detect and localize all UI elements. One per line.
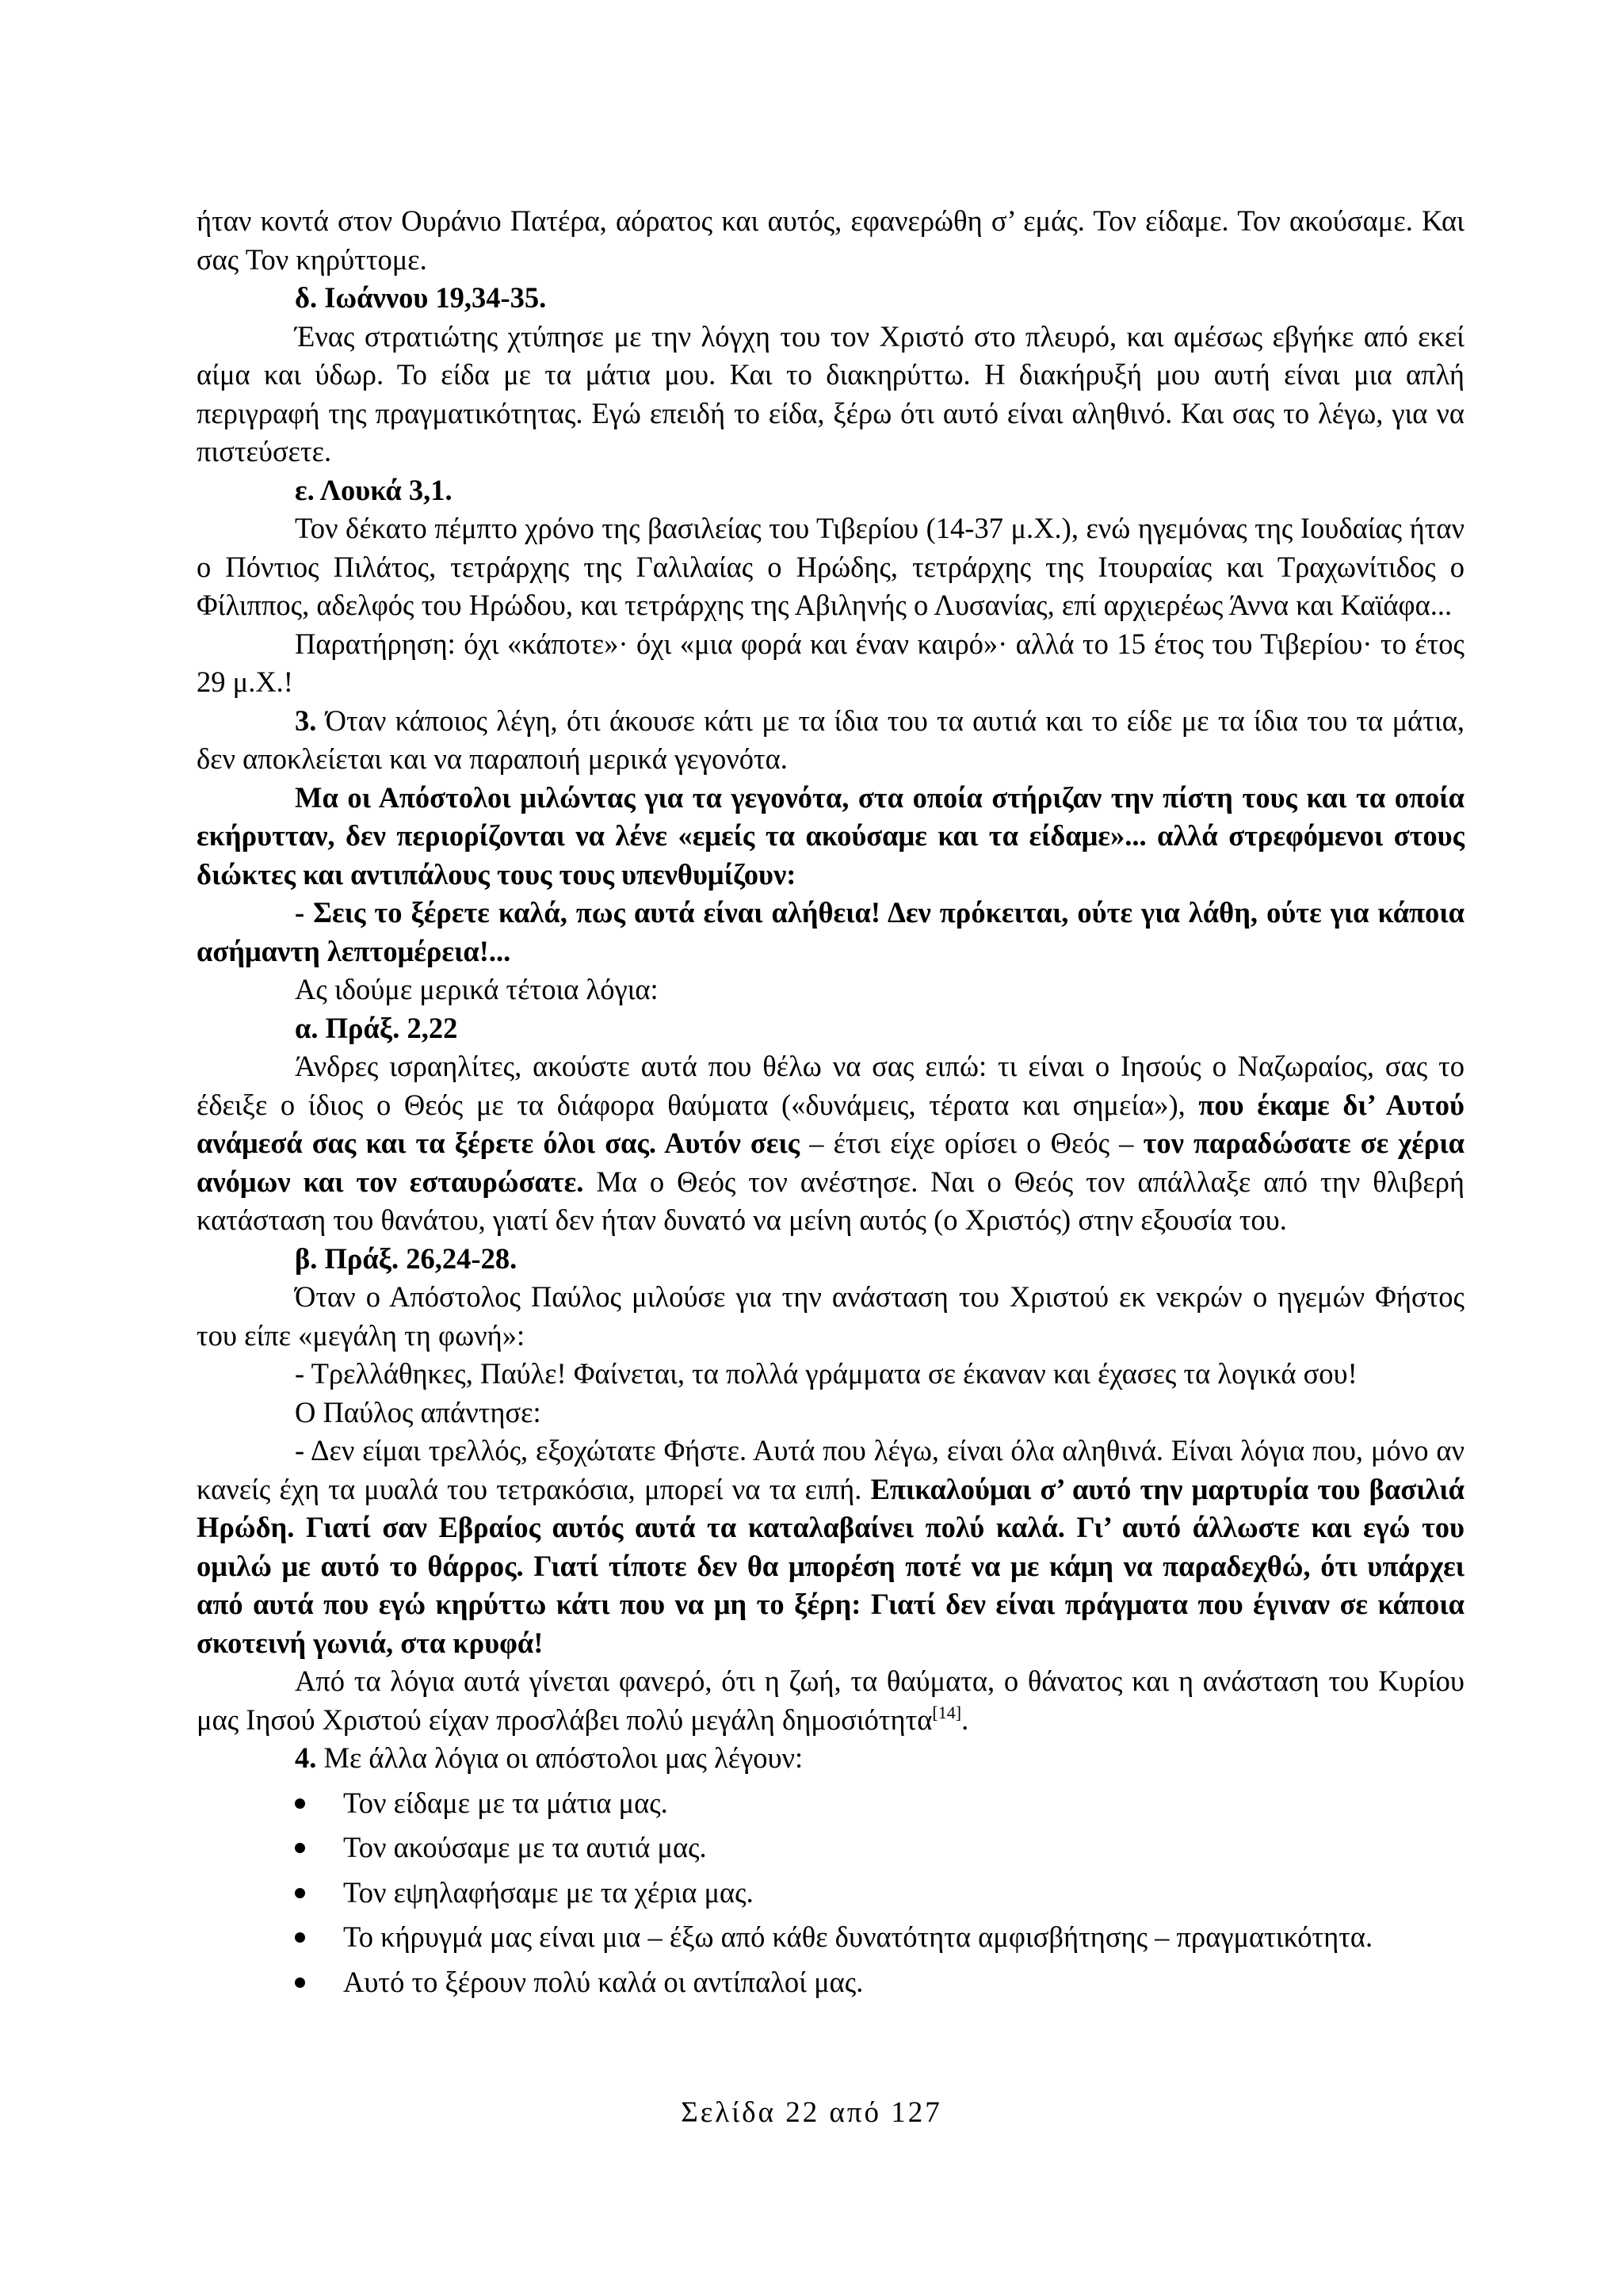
list-item-text: Τον εψηλαφήσαμε με τα χέρια μας. [343,1875,754,1909]
paragraph-text: Με άλλα λόγια οι απόστολοι μας λέγουν: [316,1741,804,1774]
paragraph: ήταν κοντά στον Ουράνιο Πατέρα, αόρατος και αυτός, εφανερώθη σ’ εμάς. Τον είδαμε. Τον ακούσαμε. Και σας Τον κηρύττομε. [197,204,1465,276]
bullet-list [197,1784,1465,2002]
paragraph: Ο Παύλος απάντησε: [295,1395,541,1428]
section-heading-e: ε. Λουκά 3,1. [295,473,453,506]
paragraph: Τον δέκατο πέμπτο χρόνο της βασιλείας του Τιβερίου (14-37 μ.Χ.), ενώ ηγεμόνας της Ιουδαίας ήταν ο Πόντιος Πιλάτος, τετράρχης της Γαλιλαίας ο Ηρώδης, τετράρχης της Ιτουραίας και Τραχωνίτιδος ο Φίλιππος, αδελφός του Ηρώδου, και τετράρχης της Αβιληνής ο Λυσανίας, επί αρχιερέως Άννα και Καϊάφα... [197,512,1465,621]
list-item-text: Τον ακούσαμε με τα αυτιά μας. [343,1831,707,1863]
bullet-icon [295,1888,305,1898]
paragraph: Ας ιδούμε μερικά τέτοια λόγια: [295,973,659,1005]
paragraph [197,1047,1465,1240]
paragraph [197,1739,1465,1778]
paragraph-bold [197,894,1465,971]
list-item [197,1874,1465,1913]
page-body [197,202,1465,2001]
footnote-reference[interactable]: [14] [932,1702,962,1722]
section-heading-a: α. Πράξ. 2,22 [295,1011,458,1044]
section-heading-b: β. Πράξ. 26,24-28. [295,1241,517,1275]
paragraph-text: Όταν κάποιος λέγη, ότι άκουσε κάτι με τα ίδια του τα αυτιά και το είδε με τα ίδια του τα μάτια, δεν αποκλείεται και να παραποιή μερικά γεγονότα. [197,704,1465,775]
paragraph-text: – έτσι είχε ορίσει ο Θεός – [800,1127,1144,1159]
bold-text: Επικαλούμαι σ’ αυτό την μαρτυρία του βασιλιά Ηρώδη. Γιατί σαν Εβραίος αυτός αυτά τα καταλαβαίνει πολύ καλά. Γι’ αυτό άλλωστε και εγώ του ομιλώ με αυτό το θάρρος. Γιατί τίποτε δεν θα μπορέση ποτέ να με κάμη να παραδεχθώ, ότι υπάρχει από αυτά που εγώ κηρύττω κάτι που να μη το ξέρη: Γιατί δεν είναι πράγματα που έγιναν σε κάποια σκοτεινή γωνιά, στα κρυφά! [197,1472,1465,1659]
paragraph: Όταν ο Απόστολος Παύλος μιλούσε για την ανάσταση του Χριστού εκ νεκρών ο ηγεμών Φήστος του είπε «μεγάλη τη φωνή»: [197,1280,1465,1352]
bullet-icon [295,1978,305,1988]
paragraph: Ένας στρατιώτης χτύπησε με την λόγχη του τον Χριστό στο πλευρό, και αμέσως εβγήκε από εκεί αίμα και ύδωρ. Το είδα με τα μάτια μου. Και το διακηρύττω. Η διακήρυξή μου αυτή είναι μια απλή περιγραφή της πραγματικότητας. Εγώ επειδή το είδα, ξέρω ότι αυτό είναι αληθινό. Και σας το λέγω, για να πιστεύσετε. [197,319,1465,467]
list-item [197,1829,1465,1867]
paragraph-text: Από τα λόγια αυτά γίνεται φανερό, ότι η ζωή, τα θαύματα, ο θάνατος και η ανάσταση του Κυρίου μας Ιησού Χριστού είχαν προσλάβει πολύ μεγάλη δημοσιότητα [197,1665,1465,1736]
bullet-icon [295,1843,305,1853]
bold-text: Μα οι Απόστολοι μιλώντας για τα γεγονότα, στα οποία στήριζαν την πίστη τους και τα οποία εκήρυτταν, δεν περιορίζονται να λένε «εμείς τα ακούσαμε και τα είδαμε»... αλλά στρεφόμενοι στους διώκτες και αντιπάλους τους τους υπενθυμίζουν: [197,780,1465,891]
section-heading-d: δ. Ιωάννου 19,34-35. [295,281,547,314]
paragraph [197,1432,1465,1662]
list-item [197,1784,1465,1823]
bullet-icon [295,1932,305,1943]
paragraph-text: - Δεν είμαι τρελλός, εξοχώτατε Φήστε. Αυτά που λέγω, είναι όλα αληθινά. Είναι λόγια που, μόνο αν κανείς έχη τα μυαλά του τετρακόσια, μπορεί να τα ειπή. [197,1434,1465,1505]
bold-text: - Σεις το ξέρετε καλά, πως αυτά είναι αλήθεια! Δεν πρόκειται, ούτε για λάθη, ούτε για κάποια ασήμαντη λεπτομέρεια!... [197,896,1465,967]
bold-text: τον παραδώσατε σε χέρια ανόμων και τον εσταυρώσατε. [197,1127,1465,1198]
list-item [197,1918,1465,1957]
page-footer: Σελίδα 22 από 127 [681,2096,942,2129]
paragraph-text: Άνδρες ισραηλίτες, ακούστε αυτά που θέλω να σας ειπώ: τι είναι ο Ιησούς ο Ναζωραίος, σας το έδειξε ο ίδιος ο Θεός με τα διάφορα θαύματα («δυνάμεις, τέρατα και σημεία»), [197,1050,1465,1121]
list-item-text: Αυτό το ξέρουν πολύ καλά οι αντίπαλοί μας. [343,1965,864,1998]
bold-text: που έκαμε δι’ Αυτού ανάμεσά σας και τα ξέρετε όλοι σας. Αυτόν σεις [197,1088,1465,1159]
paragraph-text: . [961,1703,969,1736]
paragraph: Παρατήρηση: όχι «κάποτε»· όχι «μια φορά και έναν καιρό»· αλλά το 15 έτος του Τιβερίου· το έτος 29 μ.Χ.! [197,627,1465,698]
paragraph-bold [197,779,1465,894]
paragraph: - Τρελλάθηκες, Παύλε! Φαίνεται, τα πολλά γράμματα σε έκαναν και έχασες τα λογικά σου! [295,1357,1358,1390]
paragraph-text: Μα ο Θεός τον ανέστησε. Ναι ο Θεός τον απάλλαξε από την θλιβερή κατάσταση του θανάτου, γιατί δεν ήταν δυνατό να μείνη αυτός (ο Χριστός) στην εξουσία του. [197,1165,1465,1236]
paragraph [197,1662,1465,1739]
list-item-text: Τον είδαμε με τα μάτια μας. [343,1786,668,1819]
bullet-icon [295,1798,305,1809]
list-item [197,1963,1465,2002]
point-number: 3. [295,704,317,737]
list-item-text: Το κήρυγμά μας είναι μια – έξω από κάθε δυνατότητα αμφισβήτησης – πραγματικότητα. [343,1920,1373,1953]
paragraph [197,702,1465,779]
point-number: 4. [295,1741,317,1774]
